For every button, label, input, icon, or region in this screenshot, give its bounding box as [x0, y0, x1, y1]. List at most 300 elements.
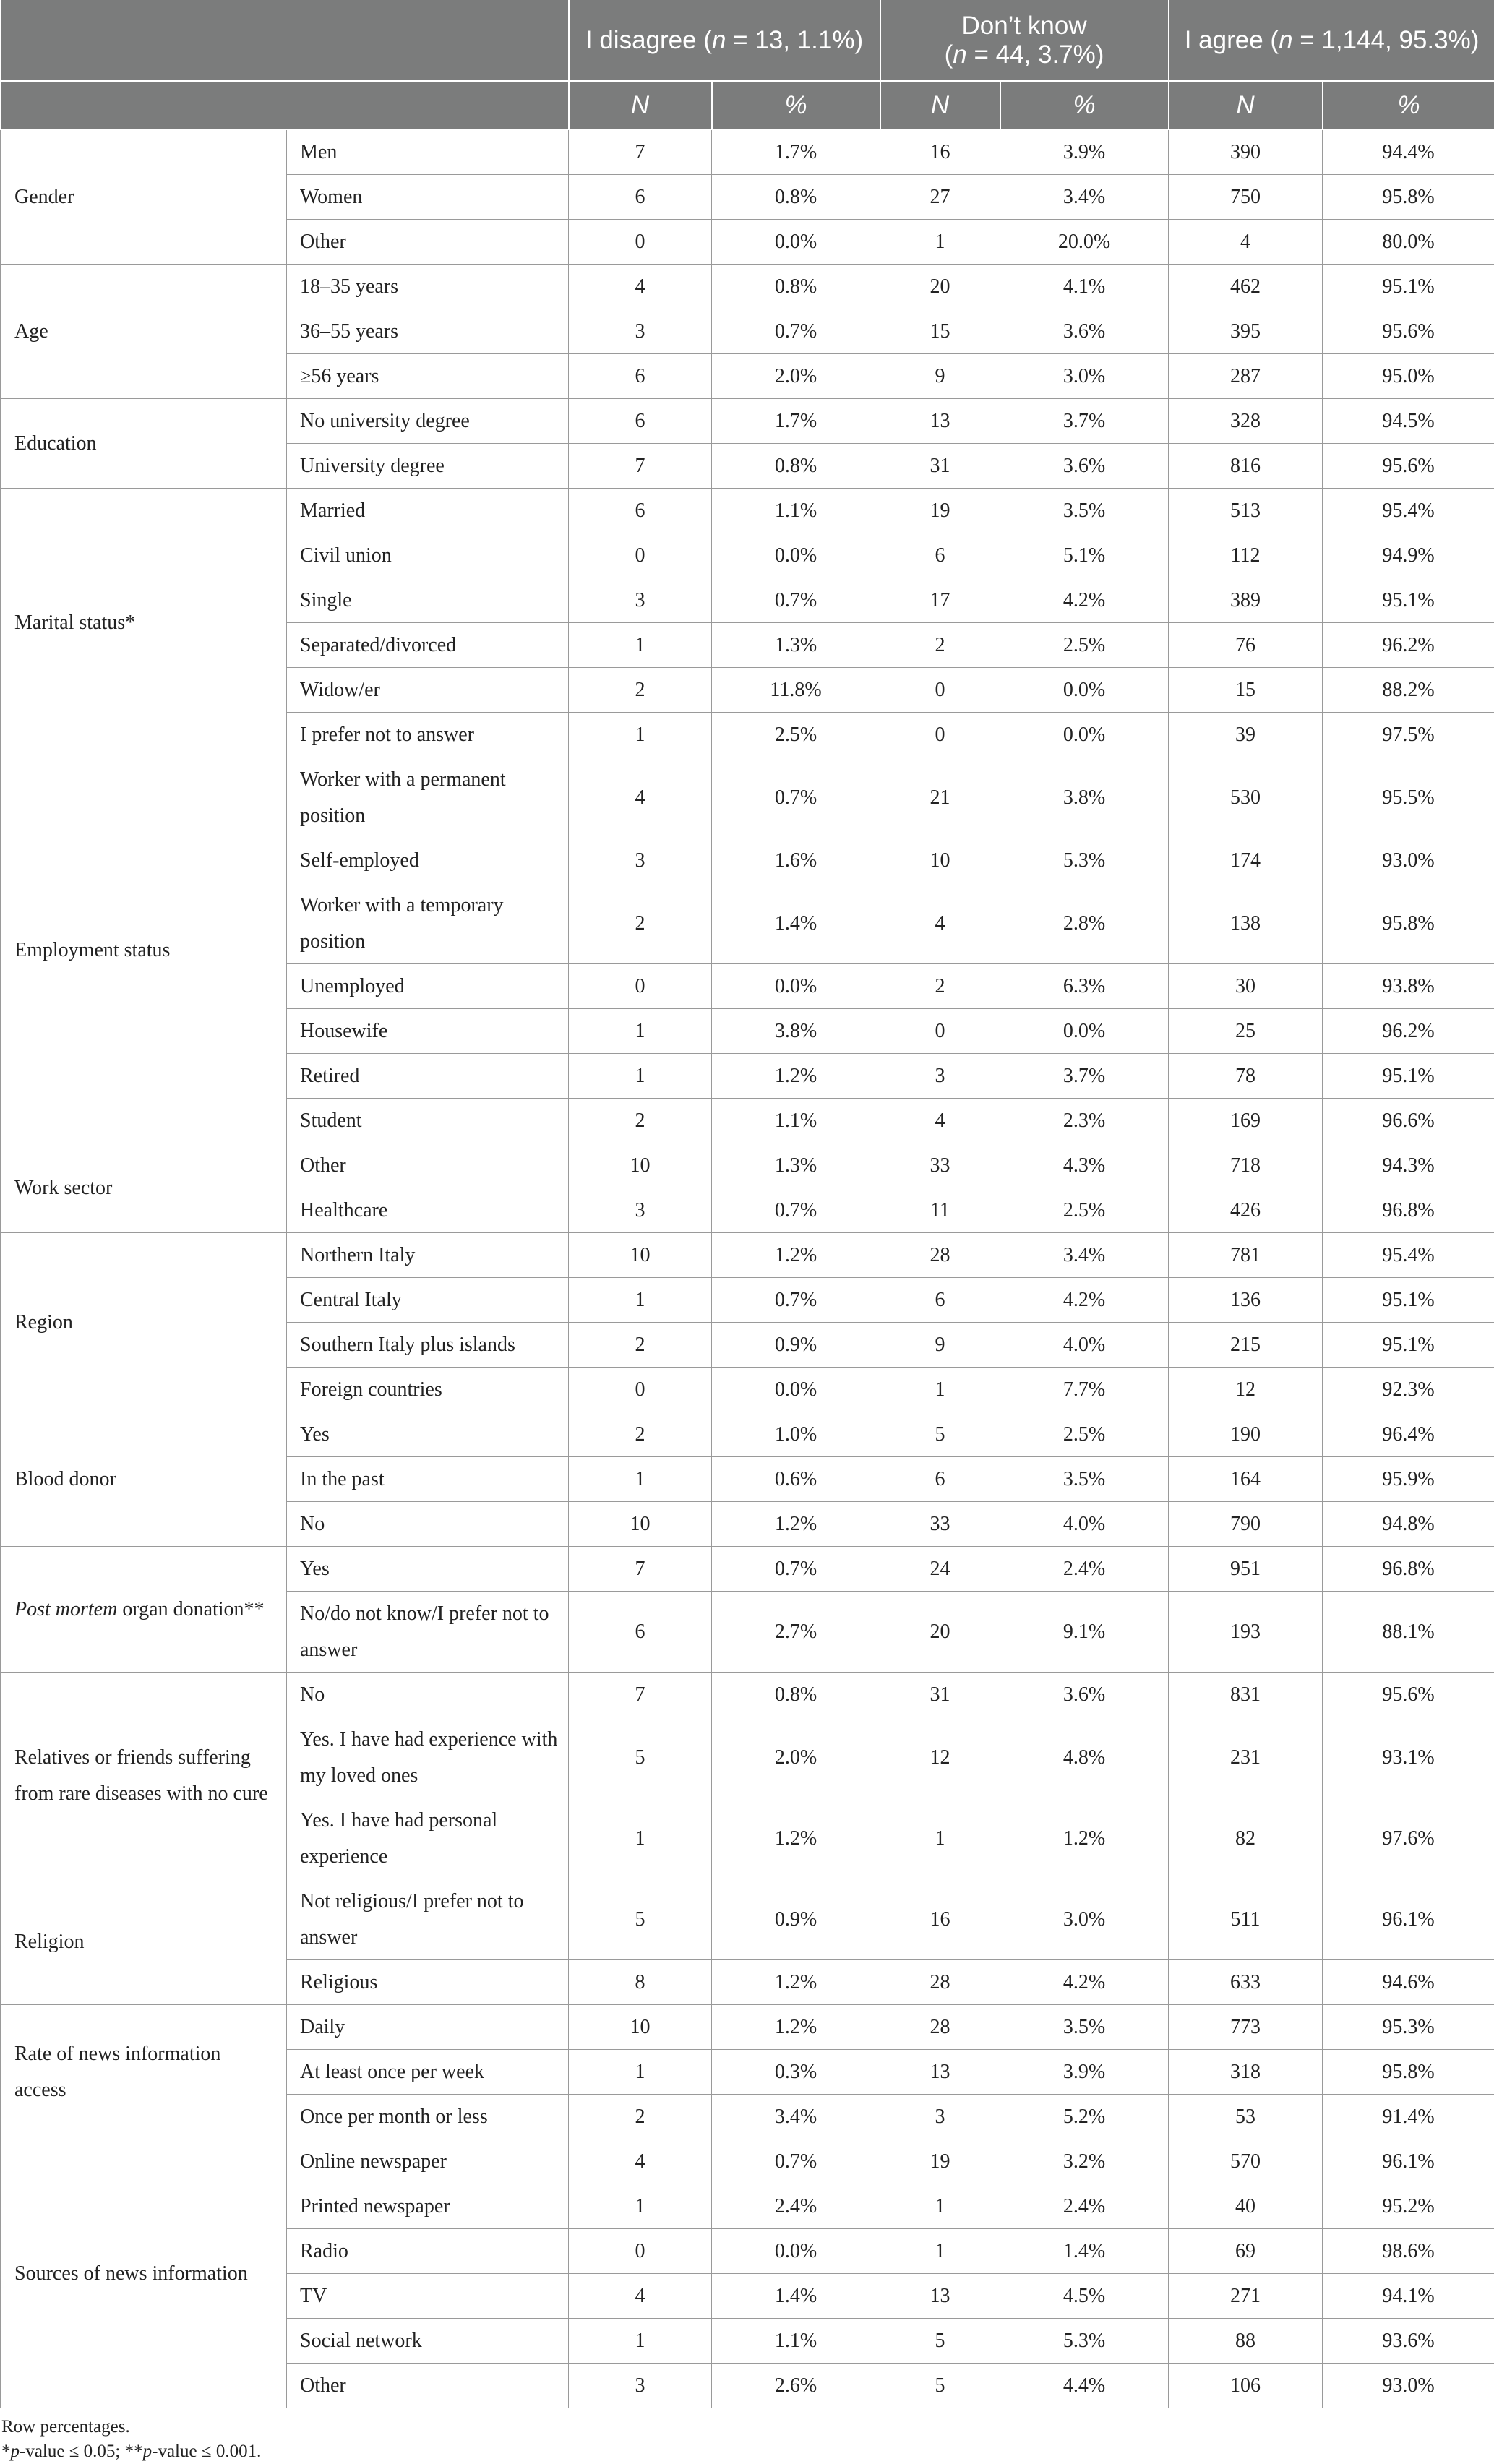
- category-label: Yes: [287, 1412, 569, 1457]
- cell-disagree-n: 10: [569, 2005, 712, 2050]
- cell-disagree-pct: 1.3%: [712, 1143, 880, 1188]
- category-label: Married: [287, 489, 569, 533]
- cell-agree-n: 318: [1169, 2050, 1323, 2095]
- header-blank: [1, 0, 569, 81]
- cell-disagree-pct: 1.4%: [712, 2274, 880, 2319]
- cell-dontknow-pct: 7.7%: [1000, 1368, 1169, 1412]
- cell-disagree-n: 6: [569, 1592, 712, 1673]
- category-label: Self-employed: [287, 838, 569, 883]
- category-label: Yes. I have had experience with my loved ones: [287, 1717, 569, 1798]
- cell-dontknow-n: 16: [880, 1879, 1000, 1960]
- cell-disagree-pct: 0.9%: [712, 1879, 880, 1960]
- cell-agree-n: 40: [1169, 2184, 1323, 2229]
- cell-agree-n: 831: [1169, 1673, 1323, 1717]
- cell-dontknow-pct: 3.0%: [1000, 1879, 1169, 1960]
- cell-agree-pct: 95.1%: [1323, 1323, 1494, 1368]
- cell-dontknow-pct: 1.2%: [1000, 1798, 1169, 1879]
- group-label: Marital status*: [1, 489, 287, 757]
- cell-agree-pct: 95.1%: [1323, 578, 1494, 623]
- category-label: Healthcare: [287, 1188, 569, 1233]
- cell-disagree-n: 0: [569, 220, 712, 265]
- cell-disagree-pct: 2.7%: [712, 1592, 880, 1673]
- cell-disagree-n: 3: [569, 838, 712, 883]
- cell-dontknow-pct: 4.0%: [1000, 1323, 1169, 1368]
- category-label: Northern Italy: [287, 1233, 569, 1278]
- cell-agree-n: 570: [1169, 2139, 1323, 2184]
- cell-dontknow-pct: 0.0%: [1000, 668, 1169, 713]
- category-label: Women: [287, 175, 569, 220]
- cell-disagree-n: 6: [569, 354, 712, 399]
- cell-dontknow-pct: 2.4%: [1000, 2184, 1169, 2229]
- cell-disagree-pct: 0.8%: [712, 175, 880, 220]
- cell-disagree-pct: 0.7%: [712, 2139, 880, 2184]
- group-label: Employment status: [1, 757, 287, 1143]
- cell-dontknow-pct: 3.9%: [1000, 129, 1169, 175]
- cell-agree-pct: 94.8%: [1323, 1502, 1494, 1547]
- category-label: ≥56 years: [287, 354, 569, 399]
- cell-agree-n: 30: [1169, 964, 1323, 1009]
- cell-disagree-pct: 0.7%: [712, 578, 880, 623]
- cell-dontknow-n: 12: [880, 1717, 1000, 1798]
- cell-agree-n: 76: [1169, 623, 1323, 668]
- cell-disagree-pct: 1.3%: [712, 623, 880, 668]
- cell-dontknow-n: 1: [880, 1798, 1000, 1879]
- cell-dontknow-n: 10: [880, 838, 1000, 883]
- cell-dontknow-n: 0: [880, 668, 1000, 713]
- cell-dontknow-pct: 4.1%: [1000, 265, 1169, 309]
- cell-disagree-n: 1: [569, 1054, 712, 1099]
- category-label: TV: [287, 2274, 569, 2319]
- cell-disagree-pct: 0.0%: [712, 964, 880, 1009]
- cell-agree-n: 271: [1169, 2274, 1323, 2319]
- cell-disagree-pct: 2.0%: [712, 1717, 880, 1798]
- cell-disagree-n: 0: [569, 533, 712, 578]
- cell-agree-pct: 96.4%: [1323, 1412, 1494, 1457]
- cell-disagree-pct: 1.1%: [712, 1099, 880, 1143]
- category-label: Other: [287, 1143, 569, 1188]
- cell-disagree-n: 2: [569, 2095, 712, 2139]
- cell-dontknow-n: 4: [880, 1099, 1000, 1143]
- cell-agree-n: 78: [1169, 1054, 1323, 1099]
- table-row: [1, 1547, 1494, 1592]
- cell-dontknow-pct: 20.0%: [1000, 220, 1169, 265]
- cell-dontknow-n: 20: [880, 1592, 1000, 1673]
- cell-agree-pct: 95.8%: [1323, 2050, 1494, 2095]
- cell-dontknow-pct: 3.5%: [1000, 489, 1169, 533]
- subheader-agree-pct: %: [1323, 81, 1494, 129]
- cell-dontknow-pct: 0.0%: [1000, 713, 1169, 757]
- group-label: Education: [1, 399, 287, 489]
- category-label: Widow/er: [287, 668, 569, 713]
- cell-dontknow-n: 21: [880, 757, 1000, 838]
- cell-disagree-pct: 1.2%: [712, 1798, 880, 1879]
- cell-agree-n: 4: [1169, 220, 1323, 265]
- cell-dontknow-pct: 3.4%: [1000, 1233, 1169, 1278]
- cell-disagree-pct: 0.0%: [712, 2229, 880, 2274]
- cell-dontknow-n: 19: [880, 489, 1000, 533]
- cell-agree-n: 816: [1169, 444, 1323, 489]
- cell-disagree-pct: 1.2%: [712, 2005, 880, 2050]
- cell-dontknow-pct: 2.5%: [1000, 623, 1169, 668]
- cell-dontknow-n: 0: [880, 713, 1000, 757]
- cell-agree-pct: 95.3%: [1323, 2005, 1494, 2050]
- cell-agree-pct: 95.1%: [1323, 1054, 1494, 1099]
- category-label: 18–35 years: [287, 265, 569, 309]
- category-label: Central Italy: [287, 1278, 569, 1323]
- cell-disagree-pct: 0.8%: [712, 265, 880, 309]
- cell-disagree-n: 0: [569, 1368, 712, 1412]
- cell-dontknow-pct: 2.3%: [1000, 1099, 1169, 1143]
- table-header: [1, 0, 1494, 129]
- cell-agree-n: 773: [1169, 2005, 1323, 2050]
- cell-dontknow-n: 17: [880, 578, 1000, 623]
- subheader-agree-n: N: [1169, 81, 1323, 129]
- cell-agree-pct: 96.2%: [1323, 623, 1494, 668]
- cell-dontknow-n: 9: [880, 354, 1000, 399]
- category-label: No: [287, 1673, 569, 1717]
- cell-dontknow-pct: 3.6%: [1000, 444, 1169, 489]
- cell-disagree-pct: 0.0%: [712, 220, 880, 265]
- cell-agree-pct: 96.2%: [1323, 1009, 1494, 1054]
- cell-disagree-pct: 2.0%: [712, 354, 880, 399]
- cell-dontknow-pct: 3.7%: [1000, 399, 1169, 444]
- cell-dontknow-n: 5: [880, 1412, 1000, 1457]
- cell-dontknow-pct: 2.4%: [1000, 1547, 1169, 1592]
- category-label: Yes. I have had personal experience: [287, 1798, 569, 1879]
- cell-disagree-n: 1: [569, 2050, 712, 2095]
- cell-disagree-n: 6: [569, 175, 712, 220]
- cell-disagree-n: 4: [569, 757, 712, 838]
- category-label: Daily: [287, 2005, 569, 2050]
- cell-agree-pct: 96.8%: [1323, 1188, 1494, 1233]
- subheader-blank: [1, 81, 569, 129]
- category-label: Separated/divorced: [287, 623, 569, 668]
- cell-dontknow-n: 33: [880, 1502, 1000, 1547]
- cell-disagree-pct: 2.4%: [712, 2184, 880, 2229]
- cell-agree-pct: 88.1%: [1323, 1592, 1494, 1673]
- cell-agree-n: 15: [1169, 668, 1323, 713]
- cell-agree-pct: 94.9%: [1323, 533, 1494, 578]
- cell-disagree-n: 7: [569, 444, 712, 489]
- cell-agree-n: 462: [1169, 265, 1323, 309]
- cell-agree-n: 12: [1169, 1368, 1323, 1412]
- cell-disagree-pct: 1.7%: [712, 399, 880, 444]
- cell-disagree-pct: 1.2%: [712, 1502, 880, 1547]
- cell-disagree-n: 3: [569, 2364, 712, 2408]
- cell-agree-pct: 95.6%: [1323, 1673, 1494, 1717]
- cell-dontknow-pct: 3.0%: [1000, 354, 1169, 399]
- category-label: Foreign countries: [287, 1368, 569, 1412]
- category-label: In the past: [287, 1457, 569, 1502]
- cell-agree-pct: 93.6%: [1323, 2319, 1494, 2364]
- group-label: Age: [1, 265, 287, 399]
- group-label: Blood donor: [1, 1412, 287, 1547]
- cell-dontknow-n: 31: [880, 444, 1000, 489]
- cell-dontknow-pct: 5.2%: [1000, 2095, 1169, 2139]
- category-label: Housewife: [287, 1009, 569, 1054]
- cell-disagree-n: 2: [569, 883, 712, 964]
- cell-dontknow-n: 2: [880, 964, 1000, 1009]
- cell-agree-pct: 95.1%: [1323, 265, 1494, 309]
- cell-disagree-n: 1: [569, 1798, 712, 1879]
- cell-agree-n: 136: [1169, 1278, 1323, 1323]
- cell-disagree-n: 10: [569, 1143, 712, 1188]
- category-label: Religious: [287, 1960, 569, 2005]
- header-disagree: I disagree (n = 13, 1.1%): [569, 0, 880, 81]
- category-label: Retired: [287, 1054, 569, 1099]
- cell-disagree-pct: 1.4%: [712, 883, 880, 964]
- cell-agree-pct: 94.3%: [1323, 1143, 1494, 1188]
- category-label: No/do not know/I prefer not to answer: [287, 1592, 569, 1673]
- cell-disagree-n: 2: [569, 1412, 712, 1457]
- cell-dontknow-pct: 2.8%: [1000, 883, 1169, 964]
- cell-dontknow-n: 5: [880, 2364, 1000, 2408]
- cell-dontknow-n: 5: [880, 2319, 1000, 2364]
- cell-agree-pct: 96.8%: [1323, 1547, 1494, 1592]
- cell-dontknow-n: 6: [880, 1457, 1000, 1502]
- cell-agree-n: 951: [1169, 1547, 1323, 1592]
- footnote-significance: *p-value ≤ 0.05; **p-value ≤ 0.001.: [0, 2439, 1494, 2464]
- cell-disagree-pct: 0.7%: [712, 757, 880, 838]
- cell-agree-n: 328: [1169, 399, 1323, 444]
- category-label: No: [287, 1502, 569, 1547]
- cell-dontknow-n: 11: [880, 1188, 1000, 1233]
- cell-agree-pct: 91.4%: [1323, 2095, 1494, 2139]
- cell-agree-n: 390: [1169, 129, 1323, 175]
- category-label: At least once per week: [287, 2050, 569, 2095]
- cell-agree-n: 82: [1169, 1798, 1323, 1879]
- header-dont-know: Don’t know (n = 44, 3.7%): [880, 0, 1169, 81]
- group-label: Post mortem organ donation**: [1, 1547, 287, 1673]
- table-body: [1, 129, 1494, 2408]
- cell-dontknow-n: 28: [880, 1233, 1000, 1278]
- cell-agree-pct: 95.4%: [1323, 489, 1494, 533]
- group-label: Religion: [1, 1879, 287, 2005]
- cell-disagree-pct: 1.0%: [712, 1412, 880, 1457]
- cell-dontknow-pct: 9.1%: [1000, 1592, 1169, 1673]
- cell-dontknow-pct: 2.5%: [1000, 1188, 1169, 1233]
- cell-dontknow-pct: 3.9%: [1000, 2050, 1169, 2095]
- cell-agree-pct: 95.2%: [1323, 2184, 1494, 2229]
- header-agree: I agree (n = 1,144, 95.3%): [1169, 0, 1494, 81]
- cell-dontknow-pct: 3.6%: [1000, 309, 1169, 354]
- cell-dontknow-pct: 5.3%: [1000, 2319, 1169, 2364]
- table-row: [1, 1143, 1494, 1188]
- cell-dontknow-pct: 5.3%: [1000, 838, 1169, 883]
- subheader-dontknow-n: N: [880, 81, 1000, 129]
- cell-agree-pct: 94.1%: [1323, 2274, 1494, 2319]
- category-label: Once per month or less: [287, 2095, 569, 2139]
- cell-dontknow-n: 3: [880, 1054, 1000, 1099]
- cell-agree-pct: 92.3%: [1323, 1368, 1494, 1412]
- category-label: University degree: [287, 444, 569, 489]
- cell-agree-n: 193: [1169, 1592, 1323, 1673]
- cell-dontknow-pct: 6.3%: [1000, 964, 1169, 1009]
- cell-disagree-n: 3: [569, 578, 712, 623]
- cell-agree-n: 718: [1169, 1143, 1323, 1188]
- cell-disagree-n: 2: [569, 1099, 712, 1143]
- cell-agree-n: 215: [1169, 1323, 1323, 1368]
- group-label: Work sector: [1, 1143, 287, 1233]
- cell-agree-pct: 93.0%: [1323, 2364, 1494, 2408]
- cell-agree-pct: 95.8%: [1323, 883, 1494, 964]
- cell-dontknow-n: 6: [880, 533, 1000, 578]
- cell-agree-n: 169: [1169, 1099, 1323, 1143]
- table-footnotes: [0, 2415, 1494, 2464]
- cell-agree-n: 633: [1169, 1960, 1323, 2005]
- cell-agree-n: 53: [1169, 2095, 1323, 2139]
- cell-agree-pct: 97.6%: [1323, 1798, 1494, 1879]
- subheader-disagree-pct: %: [712, 81, 880, 129]
- cell-dontknow-n: 2: [880, 623, 1000, 668]
- cell-disagree-n: 4: [569, 2139, 712, 2184]
- table-row: [1, 129, 1494, 175]
- group-label: Rate of news information access: [1, 2005, 287, 2139]
- cell-agree-pct: 95.0%: [1323, 354, 1494, 399]
- cell-agree-pct: 94.4%: [1323, 129, 1494, 175]
- cell-dontknow-n: 6: [880, 1278, 1000, 1323]
- table-row: [1, 489, 1494, 533]
- cell-disagree-n: 5: [569, 1879, 712, 1960]
- cell-disagree-n: 2: [569, 668, 712, 713]
- cell-disagree-n: 8: [569, 1960, 712, 2005]
- cell-disagree-pct: 0.0%: [712, 1368, 880, 1412]
- cell-dontknow-n: 33: [880, 1143, 1000, 1188]
- cell-disagree-n: 10: [569, 1502, 712, 1547]
- cell-agree-pct: 96.1%: [1323, 1879, 1494, 1960]
- cell-disagree-pct: 1.2%: [712, 1233, 880, 1278]
- cell-disagree-pct: 1.7%: [712, 129, 880, 175]
- group-label: Region: [1, 1233, 287, 1412]
- cell-dontknow-n: 27: [880, 175, 1000, 220]
- cell-disagree-pct: 11.8%: [712, 668, 880, 713]
- table-row: [1, 1233, 1494, 1278]
- cell-agree-n: 174: [1169, 838, 1323, 883]
- cell-disagree-pct: 0.7%: [712, 1278, 880, 1323]
- cell-agree-n: 106: [1169, 2364, 1323, 2408]
- cell-disagree-pct: 0.8%: [712, 1673, 880, 1717]
- cell-agree-pct: 93.8%: [1323, 964, 1494, 1009]
- cell-agree-pct: 97.5%: [1323, 713, 1494, 757]
- cell-disagree-pct: 1.2%: [712, 1054, 880, 1099]
- cell-disagree-pct: 0.7%: [712, 1188, 880, 1233]
- cell-agree-pct: 95.9%: [1323, 1457, 1494, 1502]
- cell-dontknow-n: 3: [880, 2095, 1000, 2139]
- cell-agree-n: 426: [1169, 1188, 1323, 1233]
- cell-agree-pct: 95.8%: [1323, 175, 1494, 220]
- cell-dontknow-pct: 3.2%: [1000, 2139, 1169, 2184]
- cell-dontknow-pct: 3.6%: [1000, 1673, 1169, 1717]
- cell-dontknow-pct: 2.5%: [1000, 1412, 1169, 1457]
- cell-disagree-n: 10: [569, 1233, 712, 1278]
- cell-agree-n: 790: [1169, 1502, 1323, 1547]
- cell-agree-n: 287: [1169, 354, 1323, 399]
- cell-agree-n: 138: [1169, 883, 1323, 964]
- category-label: Radio: [287, 2229, 569, 2274]
- cell-dontknow-pct: 4.0%: [1000, 1502, 1169, 1547]
- cell-dontknow-pct: 4.4%: [1000, 2364, 1169, 2408]
- cell-agree-pct: 94.6%: [1323, 1960, 1494, 2005]
- cell-disagree-n: 3: [569, 1188, 712, 1233]
- cell-agree-pct: 96.6%: [1323, 1099, 1494, 1143]
- category-label: Other: [287, 220, 569, 265]
- cell-disagree-n: 1: [569, 1278, 712, 1323]
- cell-disagree-n: 3: [569, 309, 712, 354]
- cell-dontknow-n: 13: [880, 2050, 1000, 2095]
- cell-agree-n: 231: [1169, 1717, 1323, 1798]
- table-row: [1, 1412, 1494, 1457]
- category-label: 36–55 years: [287, 309, 569, 354]
- cell-dontknow-n: 31: [880, 1673, 1000, 1717]
- cell-dontknow-n: 28: [880, 1960, 1000, 2005]
- cell-disagree-pct: 1.1%: [712, 489, 880, 533]
- cell-agree-n: 164: [1169, 1457, 1323, 1502]
- cell-dontknow-n: 24: [880, 1547, 1000, 1592]
- category-label: Worker with a temporary position: [287, 883, 569, 964]
- cell-dontknow-n: 9: [880, 1323, 1000, 1368]
- cell-disagree-n: 2: [569, 1323, 712, 1368]
- cell-disagree-n: 4: [569, 2274, 712, 2319]
- cell-agree-pct: 93.0%: [1323, 838, 1494, 883]
- cell-disagree-pct: 0.0%: [712, 533, 880, 578]
- cell-disagree-pct: 0.7%: [712, 309, 880, 354]
- table-row: [1, 2139, 1494, 2184]
- cell-dontknow-n: 1: [880, 2229, 1000, 2274]
- cell-dontknow-n: 4: [880, 883, 1000, 964]
- group-label: Gender: [1, 129, 287, 265]
- category-label: Student: [287, 1099, 569, 1143]
- group-label: Relatives or friends suffering from rare diseases with no cure: [1, 1673, 287, 1879]
- cell-dontknow-n: 15: [880, 309, 1000, 354]
- table-row: [1, 1879, 1494, 1960]
- cell-dontknow-pct: 3.7%: [1000, 1054, 1169, 1099]
- category-label: Civil union: [287, 533, 569, 578]
- cell-disagree-n: 1: [569, 1009, 712, 1054]
- cell-dontknow-pct: 3.4%: [1000, 175, 1169, 220]
- cell-dontknow-n: 1: [880, 1368, 1000, 1412]
- cell-agree-n: 781: [1169, 1233, 1323, 1278]
- cell-agree-n: 511: [1169, 1879, 1323, 1960]
- cell-disagree-pct: 0.6%: [712, 1457, 880, 1502]
- cell-agree-n: 750: [1169, 175, 1323, 220]
- cell-dontknow-pct: 1.4%: [1000, 2229, 1169, 2274]
- footnote-row-percentages: Row percentages.: [0, 2415, 1494, 2439]
- cell-dontknow-pct: 0.0%: [1000, 1009, 1169, 1054]
- cell-disagree-pct: 0.3%: [712, 2050, 880, 2095]
- cell-agree-pct: 98.6%: [1323, 2229, 1494, 2274]
- subheader-dontknow-pct: %: [1000, 81, 1169, 129]
- cell-agree-n: 25: [1169, 1009, 1323, 1054]
- cell-dontknow-n: 20: [880, 265, 1000, 309]
- cell-disagree-n: 1: [569, 1457, 712, 1502]
- cell-dontknow-n: 19: [880, 2139, 1000, 2184]
- category-label: Men: [287, 129, 569, 175]
- cell-agree-pct: 95.5%: [1323, 757, 1494, 838]
- cell-disagree-n: 6: [569, 399, 712, 444]
- category-label: Social network: [287, 2319, 569, 2364]
- cell-agree-pct: 80.0%: [1323, 220, 1494, 265]
- cell-disagree-n: 1: [569, 713, 712, 757]
- category-label: Other: [287, 2364, 569, 2408]
- cell-agree-pct: 95.6%: [1323, 444, 1494, 489]
- cell-agree-pct: 95.4%: [1323, 1233, 1494, 1278]
- cell-disagree-pct: 2.5%: [712, 713, 880, 757]
- cell-disagree-n: 7: [569, 1547, 712, 1592]
- table-row: [1, 265, 1494, 309]
- cell-agree-n: 88: [1169, 2319, 1323, 2364]
- cell-agree-n: 389: [1169, 578, 1323, 623]
- cell-agree-n: 395: [1169, 309, 1323, 354]
